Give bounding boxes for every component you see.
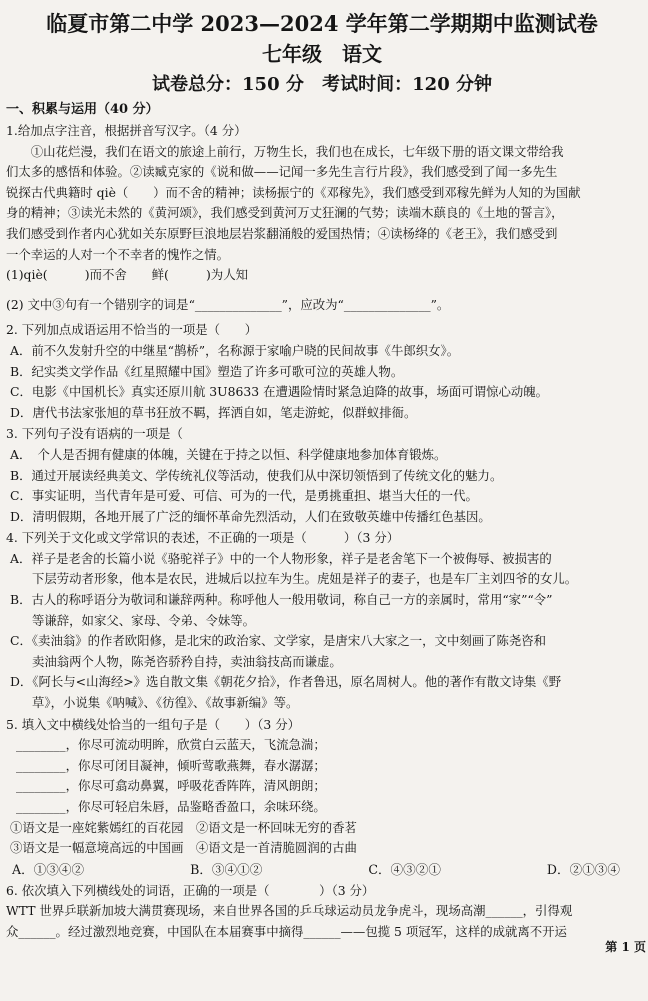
q1-passage-line: 我们感受到作者内心犹如关东原野巨浪地层岩浆翻涌般的爱国热情；④读杨绛的《老王》，我们感受到 xyxy=(6,225,558,241)
q5-choice-a: A．①③④② xyxy=(12,861,85,877)
q4-option-d-cont: 草》，小说集《呐喊》、《彷徨》、《故事新编》等。 xyxy=(32,695,299,711)
q2-option-d: D．唐代书法家张旭的草书狂放不羁，挥洒自如，笔走游蛇，似群蚁排衙。 xyxy=(10,404,417,420)
exam-subtitle: 七年级 语文 xyxy=(262,42,382,66)
q4-option-c-cont: 卖油翁两个人物，陈尧咨骄矜自持，卖油翁技高而谦虚。 xyxy=(32,653,342,669)
q2-stem: 2. 下列加点成语运用不恰当的一项是（ ） xyxy=(6,322,258,338)
exam-title: 临夏市第二中学 2023—2024 学年第二学期期中监测试卷 xyxy=(46,11,598,36)
q3-option-c: C．事实证明，当代青年是可爱、可信、可为的一代，是勇挑重担、堪当大任的一代。 xyxy=(10,488,478,504)
q5-blank-line: ________，你尽可翕动鼻翼，呼吸花香阵阵，清风朗朗； xyxy=(16,778,326,794)
q1-passage-line: ①山花烂漫，我们在语文的旅途上前行，万物生长，我们也在成长，七年级下册的语文课文带给我 xyxy=(6,143,564,159)
q5-blank-line: ________，你尽可轻启朱唇，品鉴略香盈口，余味环绕。 xyxy=(16,799,326,814)
q1-passage-line: 们太多的感悟和体验。②读臧克家的《说和做——记闻一多先生言行片段》，我们感受到了闻一多先生 xyxy=(6,164,558,180)
section-heading: 一、积累与运用（40 分） xyxy=(6,102,159,117)
q5-sentence-line: ③语文是一幅意境高远的中国画 ④语文是一首清脆圆润的古曲 xyxy=(10,840,357,856)
exam-time: 考试时间：120 分钟 xyxy=(322,74,492,95)
q5-stem: 5. 填入文中横线处恰当的一组句子是（ ）（3 分） xyxy=(6,716,300,732)
exam-meta xyxy=(6,72,638,98)
q4-option-a: A．祥子是老舍的长篇小说《骆驼祥子》中的一个人物形象，祥子是老舍笔下一个被侮辱、被损害的 xyxy=(10,550,552,566)
total-score: 试卷总分：150 分 xyxy=(152,74,304,95)
q1-passage-line: 身的精神；③读光未然的《黄河颂》，我们感受到黄河万丈狂澜的气势；读端木蕻良的《土地的誓言》， xyxy=(6,205,564,221)
q5-choice-b: B．③④①② xyxy=(190,861,263,877)
q1-passage-line: 锐探古代典籍时 qiè（ ）而不舍的精神；读杨振宁的《邓稼先》，我们感受到邓稼先鲜为人知的为国献 xyxy=(6,184,581,200)
q3-option-b: B．通过开展读经典美文、学传统礼仪等活动，使我们从中深切领悟到了传统文化的魅力。 xyxy=(10,467,503,483)
q2-option-c: C．电影《中国机长》真实还原川航 3U8633 在遭遇险情时紧急迫降的故事，场面可谓惊心动魄。 xyxy=(10,384,549,400)
q4-stem: 4. 下列关于文化或文学常识的表述，不正确的一项是（ ）（3 分） xyxy=(6,530,400,546)
q1-passage-line: 一个幸运的人对一个不幸者的愧怍之情。 xyxy=(6,246,230,262)
q6-passage-line: 众______。经过激烈地竞赛，中国队在本届赛事中摘得______——包揽 5 项冠军，这样的成就离不开运 xyxy=(6,923,567,939)
q5-choice-c: C．④③②① xyxy=(368,861,441,877)
q6-stem: 6. 依次填入下列横线处的词语，正确的一项是（ ）（3 分） xyxy=(6,882,375,898)
q2-option-b: B．纪实类文学作品《红星照耀中国》塑造了许多可歌可泣的英雄人物。 xyxy=(10,363,404,379)
q1-stem: 1.给加点字注音，根据拼音写汉字。（4 分） xyxy=(6,123,247,138)
q4-option-b: B．古人的称呼语分为敬词和谦辞两种。称呼他人一般用敬词，称自己一方的亲属时，常用“家”“令” xyxy=(10,592,553,608)
q3-option-d: D．清明假期，各地开展了广泛的缅怀革命先烈活动，人们在致敬英雄中传播红色基因。 xyxy=(10,508,491,524)
q5-blank-line: ________，你尽可闭目凝神，倾听莺歌燕舞，春水潺潺； xyxy=(16,757,326,773)
q5-blank-line: ________，你尽可流动明眸，欣赏白云蓝天，飞流急湍； xyxy=(16,737,326,753)
q4-option-b-cont: 等谦辞，如家父、家母、令弟、令妹等。 xyxy=(32,612,256,628)
q5-sentence-line: ①语文是一座姹紫嫣红的百花园 ②语文是一杯回味无穷的香茗 xyxy=(10,819,357,835)
page-number: 第 1 页 xyxy=(605,940,646,954)
q3-option-a: A． 个人是否拥有健康的体魄，关键在于持之以恒、科学健康地参加体育锻炼。 xyxy=(10,446,447,462)
q3-stem: 3. 下列句子没有语病的一项是（ xyxy=(6,426,183,442)
q2-option-a: A．前不久发射升空的中继星“鹊桥”，名称源于家喻户晓的民间故事《牛郎织女》。 xyxy=(10,342,460,358)
q6-passage-line: WTT 世界乒联新加坡大满贯赛现场，来自世界各国的乒乓球运动员龙争虎斗，现场高潮______，引得观 xyxy=(6,903,573,919)
q5-choice-d: D．②①③④ xyxy=(546,861,620,877)
q4-option-c: C．《卖油翁》的作者欧阳修，是北宋的政治家、文学家，是唐宋八大家之一，文中刻画了陈尧咨和 xyxy=(10,633,547,649)
q4-option-a-cont: 下层劳动者形象，他本是农民，进城后以拉车为生。虎妞是祥子的妻子，也是车厂主刘四爷的女儿。 xyxy=(32,571,578,587)
q4-option-d: D．《阿长与<山海经>》选自散文集《朝花夕拾》，作者鲁迅，原名周树人。他的著作有散文诗集《野 xyxy=(10,674,562,690)
q5-choices xyxy=(6,859,638,880)
q1-sub2: (2) 文中③句有一个错别字的词是“______________”，应改为“______________”。 xyxy=(6,296,450,312)
q1-sub1: (1)qiè( )而不舍 鲜( )为人知 xyxy=(6,267,248,283)
